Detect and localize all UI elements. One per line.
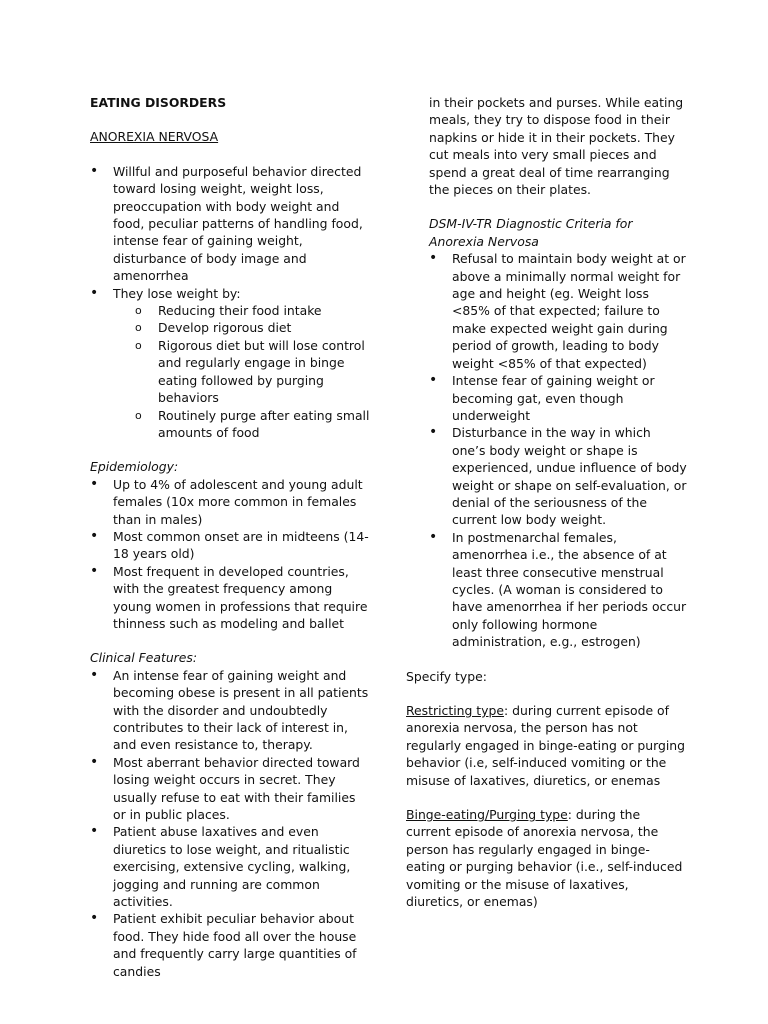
- list-item: • In postmenarchal females, amenorrhea i.e., the absence of at least three consecutive menstrual cycles. (A woman is considered to have amenorrhea if her periods occur only following hormone administration, e.g., estrogen): [429, 529, 688, 651]
- section-heading-anorexia: ANOREXIA NERVOSA: [90, 129, 219, 145]
- list-item-label: They lose weight by:: [113, 285, 241, 301]
- list-item: • An intense fear of gaining weight and becoming obese is present in all patients with the disorder and undoubtedly contributes to their lack of interest in, and even resistance to, therapy.: [90, 667, 372, 754]
- list-item: • Intense fear of gaining weight or becoming gat, even though underweight: [429, 372, 688, 424]
- list-item: • Patient abuse laxatives and even diuretics to lose weight, and ritualistic exercising, extensive cycling, walking, jogging and running are common activities.: [90, 823, 372, 910]
- list-item: • Most aberrant behavior directed toward losing weight occurs in secret. They usually refuse to eat with their families or in public places.: [90, 754, 372, 824]
- restricting-type-paragraph: [406, 702, 688, 789]
- intro-list: [90, 163, 372, 442]
- binge-purging-type-text: : during the current episode of anorexia nervosa, the person has regularly engaged in binge-eating or purging behavior (i.e., self-induced vomiting or the misuse of laxatives, diuretics, or enemas): [406, 807, 683, 910]
- list-item: [90, 285, 372, 442]
- specify-type-label: Specify type:: [406, 668, 487, 684]
- clinical-features-list: [90, 667, 372, 980]
- epidemiology-list: [90, 476, 372, 633]
- dsm-criteria-heading: DSM-IV-TR Diagnostic Criteria for Anorexia Nervosa: [429, 216, 633, 249]
- document-title: EATING DISORDERS: [90, 95, 227, 110]
- right-column: [406, 94, 688, 910]
- continued-paragraph: in their pockets and purses. While eating meals, they try to dispose food in their napkins or hide it in their pockets. They cut meals into very small pieces and spend a great deal of time rearranging the pieces on their plates.: [429, 95, 684, 198]
- lose-weight-sublist: [90, 302, 372, 441]
- list-item: • Patient exhibit peculiar behavior about food. They hide food all over the house and frequently carry large quantities of candies: [90, 910, 372, 980]
- list-item: • Up to 4% of adolescent and young adult females (10x more common in females than in males): [90, 476, 372, 528]
- left-column: [90, 94, 372, 980]
- list-item: • Disturbance in the way in which one’s body weight or shape is experienced, undue influence of body weight or shape on self-evaluation, or denial of the seriousness of the current low body weight.: [429, 424, 688, 528]
- list-item: • Most frequent in developed countries, with the greatest frequency among young women in professions that require thinness such as modeling and ballet: [90, 563, 372, 633]
- sublist-item: o Reducing their food intake: [135, 302, 372, 319]
- list-item: • Willful and purposeful behavior directed toward losing weight, weight loss, preoccupation with body weight and food, peculiar patterns of handling food, intense fear of gaining weight, disturbance of body image and amenorrhea: [90, 163, 372, 285]
- list-item: • Most common onset are in midteens (14-18 years old): [90, 528, 372, 563]
- sublist-item: o Develop rigorous diet: [135, 319, 372, 336]
- clinical-features-heading: Clinical Features:: [90, 650, 198, 666]
- binge-purging-type-paragraph: [406, 806, 688, 910]
- binge-purging-type-label: Binge-eating/Purging type: [406, 807, 568, 823]
- sublist-item: o Routinely purge after eating small amounts of food: [135, 407, 372, 442]
- dsm-criteria-list: [406, 250, 688, 650]
- restricting-type-text: : during current episode of anorexia nervosa, the person has not regularly engaged in binge-eating or purging behavior (i.e, self-induced vomiting or the misuse of laxatives, diuretics, or enemas: [406, 703, 685, 788]
- list-item: • Refusal to maintain body weight at or above a minimally normal weight for age and height (eg. Weight loss <85% of that expected; failure to make expected weight gain during period of growth, leading to body weight <85% of that expected): [429, 250, 688, 372]
- epidemiology-heading: Epidemiology:: [90, 459, 179, 475]
- restricting-type-label: Restricting type: [406, 703, 504, 718]
- sublist-item: o Rigorous diet but will lose control and regularly engage in binge eating followed by purging behaviors: [135, 337, 372, 407]
